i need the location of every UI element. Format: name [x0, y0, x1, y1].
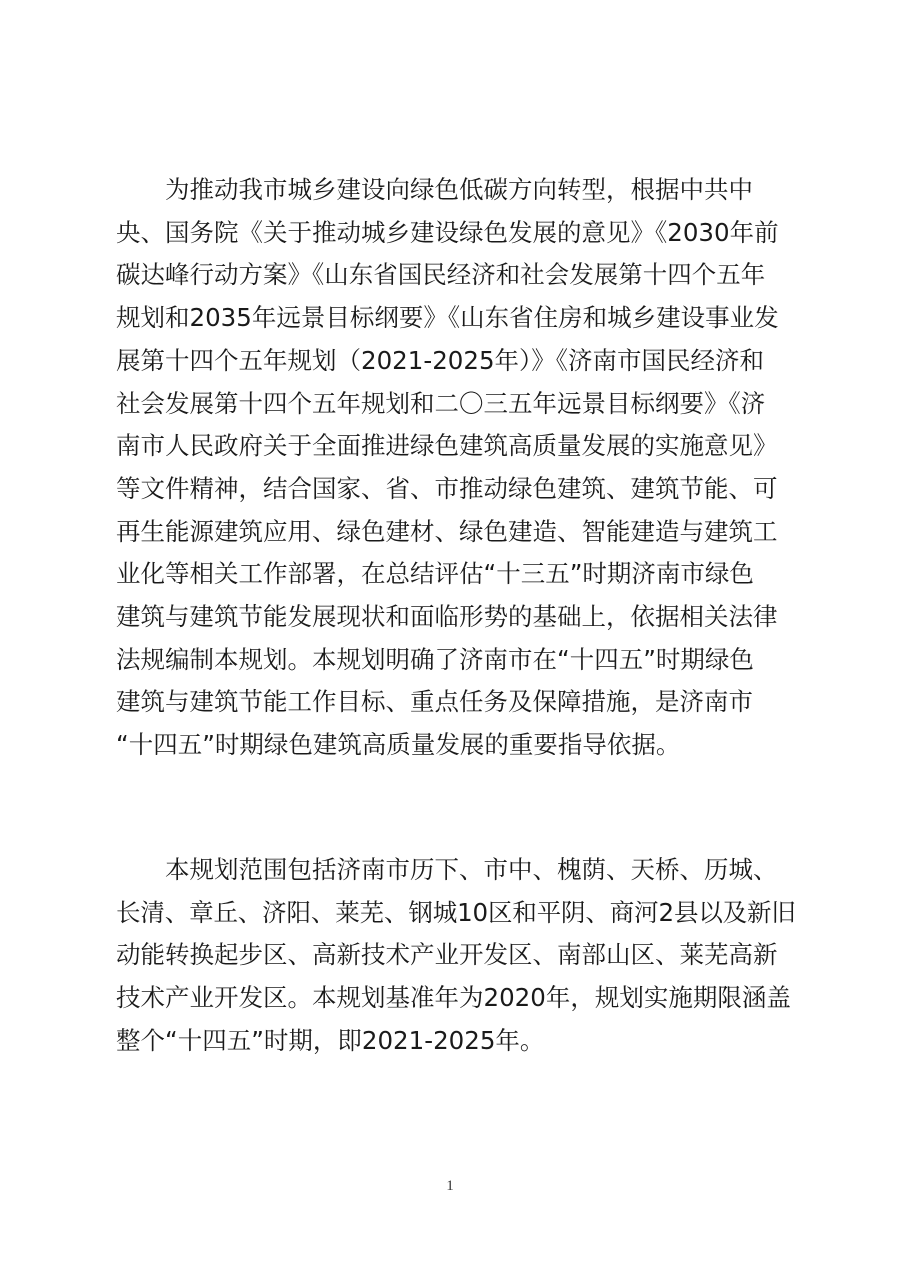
- text-line: 南市人民政府关于全面推进绿色建筑高质量发展的实施意见》: [116, 431, 778, 461]
- text-line: 再生能源建筑应用、绿色建材、绿色建造、智能建造与建筑工: [116, 516, 778, 546]
- text-line: 为推动我市城乡建设向绿色低碳方向转型，根据中共中: [165, 175, 753, 204]
- text-line: 展第十四个五年规划（2021-2025年）》《济南市国民经济和: [116, 345, 765, 375]
- text-line: 技术产业开发区。本规划基准年为2020年，规划实施期限涵盖: [116, 983, 791, 1013]
- text-line: 规划和2035年远景目标纲要》《山东省住房和城乡建设事业发: [116, 303, 779, 333]
- text-line: 碳达峰行动方案》《山东省国民经济和社会发展第十四个五年: [116, 260, 766, 290]
- text-line: 社会发展第十四个五年规划和二〇三五年远景目标纲要》《济: [116, 388, 766, 418]
- text-line: “十四五”时期绿色建筑高质量发展的重要指导依据。: [116, 730, 681, 760]
- text-line: 法规编制本规划。本规划明确了济南市在“十四五”时期绿色: [116, 644, 754, 674]
- text-line: 央、国务院《关于推动城乡建设绿色发展的意见》《2030年前: [116, 217, 779, 247]
- text-line: 动能转换起步区、高新技术产业开发区、南部山区、莱芜高新: [116, 940, 778, 970]
- text-line: 整个“十四五”时期，即2021-2025年。: [116, 1025, 545, 1055]
- text-line: 建筑与建筑节能工作目标、重点任务及保障措施，是济南市: [116, 687, 753, 717]
- text-line: 长清、章丘、济阳、莱芜、钢城10区和平阴、商河2县以及新旧: [116, 897, 796, 927]
- text-line: 等文件精神，结合国家、省、市推动绿色建筑、建筑节能、可: [116, 473, 778, 503]
- text-line: 本规划范围包括济南市历下、市中、槐荫、天桥、历城、: [165, 855, 778, 884]
- text-line: 业化等相关工作部署，在总结评估“十三五”时期济南市绿色: [116, 559, 754, 589]
- page-number: 1: [446, 1178, 454, 1194]
- text-line: 建筑与建筑节能发展现状和面临形势的基础上，依据相关法律: [116, 602, 778, 631]
